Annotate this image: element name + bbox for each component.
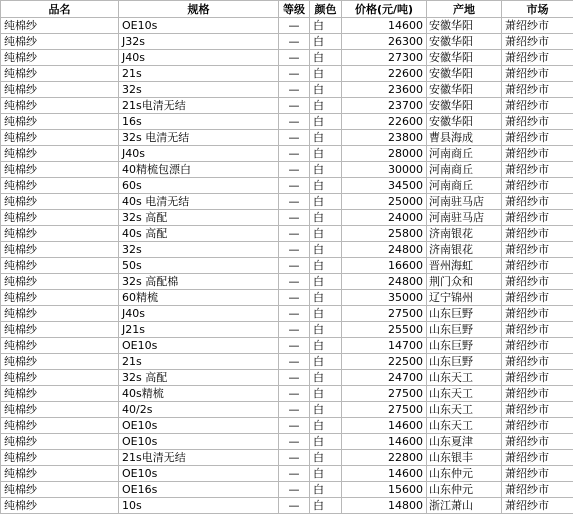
cell-market: 萧绍纱市 (502, 338, 573, 354)
cell-market: 萧绍纱市 (502, 82, 573, 98)
cell-name: 纯棉纱 (1, 274, 119, 290)
cell-market: 萧绍纱市 (502, 434, 573, 450)
cell-color: 白 (310, 274, 342, 290)
cell-origin: 安徽华阳 (427, 82, 502, 98)
cell-market: 萧绍纱市 (502, 274, 573, 290)
cell-color: 白 (310, 178, 342, 194)
cell-color: 白 (310, 194, 342, 210)
cell-price: 34500 (342, 178, 427, 194)
cell-market: 萧绍纱市 (502, 466, 573, 482)
cell-origin: 辽宁锦州 (427, 290, 502, 306)
cell-name: 纯棉纱 (1, 482, 119, 498)
cell-price: 14600 (342, 434, 427, 450)
cell-name: 纯棉纱 (1, 130, 119, 146)
cell-color: 白 (310, 498, 342, 514)
cell-origin: 山东巨野 (427, 354, 502, 370)
table-row (1, 98, 573, 114)
cell-market: 萧绍纱市 (502, 114, 573, 130)
cell-price: 14700 (342, 338, 427, 354)
cell-market: 萧绍纱市 (502, 306, 573, 322)
cell-color: 白 (310, 466, 342, 482)
cell-market: 萧绍纱市 (502, 98, 573, 114)
cell-origin: 山东天工 (427, 418, 502, 434)
cell-price: 14600 (342, 466, 427, 482)
cell-price: 25500 (342, 322, 427, 338)
cell-color: 白 (310, 402, 342, 418)
cell-spec: 50s (119, 258, 279, 274)
cell-color: 白 (310, 290, 342, 306)
cell-price: 14800 (342, 498, 427, 514)
cell-grade: — (279, 450, 310, 466)
table-row (1, 498, 573, 514)
cell-name: 纯棉纱 (1, 338, 119, 354)
cell-grade: — (279, 98, 310, 114)
cell-spec: J40s (119, 146, 279, 162)
table-row (1, 370, 573, 386)
cell-grade: — (279, 498, 310, 514)
cell-spec: 40s 电清无结 (119, 194, 279, 210)
cell-grade: — (279, 338, 310, 354)
table-header (1, 1, 573, 18)
cell-spec: 32s (119, 242, 279, 258)
cell-price: 24800 (342, 274, 427, 290)
cell-grade: — (279, 370, 310, 386)
cell-spec: 32s 高配棉 (119, 274, 279, 290)
table-body (1, 18, 573, 514)
cell-market: 萧绍纱市 (502, 34, 573, 50)
cell-price: 28000 (342, 146, 427, 162)
cell-origin: 河南商丘 (427, 178, 502, 194)
cell-spec: J40s (119, 50, 279, 66)
cell-origin: 山东天工 (427, 402, 502, 418)
cell-color: 白 (310, 50, 342, 66)
table-row (1, 114, 573, 130)
cell-origin: 山东巨野 (427, 306, 502, 322)
cell-price: 22800 (342, 450, 427, 466)
cell-origin: 山东天工 (427, 370, 502, 386)
cell-origin: 安徽华阳 (427, 114, 502, 130)
cell-grade: — (279, 418, 310, 434)
cell-market: 萧绍纱市 (502, 450, 573, 466)
header-price: 价格(元/吨) (342, 1, 427, 18)
cell-spec: 60精梳 (119, 290, 279, 306)
cell-spec: 60s (119, 178, 279, 194)
table-row (1, 338, 573, 354)
cell-grade: — (279, 482, 310, 498)
cell-color: 白 (310, 322, 342, 338)
cell-market: 萧绍纱市 (502, 194, 573, 210)
cell-market: 萧绍纱市 (502, 66, 573, 82)
table-row (1, 178, 573, 194)
cell-spec: 21s电清无结 (119, 98, 279, 114)
cell-color: 白 (310, 370, 342, 386)
cell-color: 白 (310, 450, 342, 466)
cell-spec: 40精梳包漂白 (119, 162, 279, 178)
cell-price: 24700 (342, 370, 427, 386)
cell-color: 白 (310, 98, 342, 114)
cell-name: 纯棉纱 (1, 194, 119, 210)
table-row (1, 226, 573, 242)
cell-price: 23700 (342, 98, 427, 114)
cell-spec: OE10s (119, 418, 279, 434)
table-row (1, 274, 573, 290)
cell-price: 30000 (342, 162, 427, 178)
cell-origin: 河南驻马店 (427, 210, 502, 226)
cell-name: 纯棉纱 (1, 306, 119, 322)
cell-name: 纯棉纱 (1, 370, 119, 386)
cell-color: 白 (310, 258, 342, 274)
cell-name: 纯棉纱 (1, 386, 119, 402)
cell-color: 白 (310, 146, 342, 162)
cell-origin: 曹县海成 (427, 130, 502, 146)
cell-color: 白 (310, 354, 342, 370)
cell-grade: — (279, 274, 310, 290)
cell-name: 纯棉纱 (1, 82, 119, 98)
cell-color: 白 (310, 418, 342, 434)
cell-market: 萧绍纱市 (502, 290, 573, 306)
cell-color: 白 (310, 66, 342, 82)
cell-price: 27500 (342, 386, 427, 402)
cell-origin: 山东巨野 (427, 322, 502, 338)
header-name: 品名 (1, 1, 119, 18)
cell-name: 纯棉纱 (1, 50, 119, 66)
cell-market: 萧绍纱市 (502, 418, 573, 434)
cell-market: 萧绍纱市 (502, 322, 573, 338)
table-row (1, 466, 573, 482)
cell-color: 白 (310, 18, 342, 34)
cell-spec: 21s电清无结 (119, 450, 279, 466)
cell-name: 纯棉纱 (1, 114, 119, 130)
cell-market: 萧绍纱市 (502, 130, 573, 146)
cell-origin: 安徽华阳 (427, 98, 502, 114)
cell-name: 纯棉纱 (1, 178, 119, 194)
cell-origin: 安徽华阳 (427, 66, 502, 82)
cell-origin: 浙江萧山 (427, 498, 502, 514)
cell-price: 16600 (342, 258, 427, 274)
cell-market: 萧绍纱市 (502, 242, 573, 258)
cell-spec: 32s 电清无结 (119, 130, 279, 146)
header-color: 颜色 (310, 1, 342, 18)
table-row (1, 146, 573, 162)
cell-grade: — (279, 66, 310, 82)
cell-color: 白 (310, 34, 342, 50)
cell-grade: — (279, 82, 310, 98)
cell-grade: — (279, 114, 310, 130)
cell-spec: J32s (119, 34, 279, 50)
cell-spec: 40/2s (119, 402, 279, 418)
cell-price: 22600 (342, 114, 427, 130)
table-row (1, 418, 573, 434)
cell-market: 萧绍纱市 (502, 370, 573, 386)
cell-price: 26300 (342, 34, 427, 50)
table-row (1, 82, 573, 98)
cell-grade: — (279, 290, 310, 306)
cell-price: 24000 (342, 210, 427, 226)
cell-origin: 山东仲元 (427, 482, 502, 498)
cell-origin: 晋州海虹 (427, 258, 502, 274)
cell-price: 14600 (342, 18, 427, 34)
cell-name: 纯棉纱 (1, 466, 119, 482)
cell-grade: — (279, 242, 310, 258)
cell-origin: 安徽华阳 (427, 50, 502, 66)
cell-market: 萧绍纱市 (502, 402, 573, 418)
cell-price: 27300 (342, 50, 427, 66)
header-origin: 产地 (427, 1, 502, 18)
cell-color: 白 (310, 306, 342, 322)
table-row (1, 194, 573, 210)
cell-origin: 荆门众和 (427, 274, 502, 290)
cell-grade: — (279, 178, 310, 194)
cell-grade: — (279, 146, 310, 162)
cell-spec: OE10s (119, 18, 279, 34)
table-row (1, 66, 573, 82)
table-row (1, 450, 573, 466)
cell-name: 纯棉纱 (1, 146, 119, 162)
cell-grade: — (279, 162, 310, 178)
cell-spec: 40s精梳 (119, 386, 279, 402)
table-row (1, 258, 573, 274)
cell-origin: 河南商丘 (427, 146, 502, 162)
header-grade: 等级 (279, 1, 310, 18)
cell-origin: 安徽华阳 (427, 18, 502, 34)
cell-origin: 山东天工 (427, 386, 502, 402)
cell-spec: OE10s (119, 434, 279, 450)
cell-grade: — (279, 194, 310, 210)
table-row (1, 290, 573, 306)
cell-market: 萧绍纱市 (502, 386, 573, 402)
cell-grade: — (279, 354, 310, 370)
cell-spec: J40s (119, 306, 279, 322)
cell-spec: 40s 高配 (119, 226, 279, 242)
cell-price: 27500 (342, 402, 427, 418)
table-row (1, 162, 573, 178)
cell-market: 萧绍纱市 (502, 210, 573, 226)
table-row (1, 386, 573, 402)
cell-origin: 山东仲元 (427, 466, 502, 482)
cell-color: 白 (310, 242, 342, 258)
cell-spec: J21s (119, 322, 279, 338)
cell-spec: 21s (119, 354, 279, 370)
cell-price: 15600 (342, 482, 427, 498)
cell-color: 白 (310, 210, 342, 226)
cell-grade: — (279, 386, 310, 402)
cell-name: 纯棉纱 (1, 290, 119, 306)
cell-name: 纯棉纱 (1, 402, 119, 418)
cell-grade: — (279, 226, 310, 242)
cell-origin: 济南银花 (427, 226, 502, 242)
cell-name: 纯棉纱 (1, 162, 119, 178)
cell-price: 35000 (342, 290, 427, 306)
cell-color: 白 (310, 386, 342, 402)
cell-grade: — (279, 434, 310, 450)
header-market: 市场 (502, 1, 573, 18)
cell-price: 14600 (342, 418, 427, 434)
cell-spec: OE10s (119, 466, 279, 482)
cell-name: 纯棉纱 (1, 258, 119, 274)
cell-price: 22600 (342, 66, 427, 82)
cell-spec: 32s 高配 (119, 370, 279, 386)
cell-name: 纯棉纱 (1, 322, 119, 338)
cell-name: 纯棉纱 (1, 418, 119, 434)
cell-origin: 济南银花 (427, 242, 502, 258)
cell-name: 纯棉纱 (1, 450, 119, 466)
cell-market: 萧绍纱市 (502, 482, 573, 498)
cell-market: 萧绍纱市 (502, 18, 573, 34)
cell-grade: — (279, 130, 310, 146)
cell-color: 白 (310, 338, 342, 354)
cell-price: 23800 (342, 130, 427, 146)
cell-name: 纯棉纱 (1, 34, 119, 50)
cell-spec: 10s (119, 498, 279, 514)
cell-name: 纯棉纱 (1, 18, 119, 34)
cell-market: 萧绍纱市 (502, 226, 573, 242)
cell-grade: — (279, 322, 310, 338)
table-row (1, 306, 573, 322)
cell-origin: 安徽华阳 (427, 34, 502, 50)
cell-name: 纯棉纱 (1, 98, 119, 114)
cell-price: 25800 (342, 226, 427, 242)
table-row (1, 354, 573, 370)
cell-origin: 山东巨野 (427, 338, 502, 354)
table-row (1, 18, 573, 34)
cell-grade: — (279, 50, 310, 66)
cell-origin: 山东银丰 (427, 450, 502, 466)
table-row (1, 50, 573, 66)
cell-grade: — (279, 34, 310, 50)
cell-color: 白 (310, 162, 342, 178)
cell-grade: — (279, 18, 310, 34)
cell-color: 白 (310, 114, 342, 130)
cell-spec: OE10s (119, 338, 279, 354)
cell-spec: 16s (119, 114, 279, 130)
cell-price: 22500 (342, 354, 427, 370)
cell-name: 纯棉纱 (1, 210, 119, 226)
cell-market: 萧绍纱市 (502, 146, 573, 162)
table-row (1, 242, 573, 258)
cell-price: 24800 (342, 242, 427, 258)
cell-market: 萧绍纱市 (502, 498, 573, 514)
cell-name: 纯棉纱 (1, 498, 119, 514)
cell-price: 27500 (342, 306, 427, 322)
header-spec: 规格 (119, 1, 279, 18)
cell-market: 萧绍纱市 (502, 354, 573, 370)
cell-market: 萧绍纱市 (502, 50, 573, 66)
cell-price: 23600 (342, 82, 427, 98)
table-row (1, 322, 573, 338)
cell-color: 白 (310, 130, 342, 146)
cell-grade: — (279, 306, 310, 322)
cell-origin: 河南驻马店 (427, 194, 502, 210)
cell-color: 白 (310, 226, 342, 242)
header-row (1, 1, 573, 18)
table-row (1, 34, 573, 50)
cell-name: 纯棉纱 (1, 66, 119, 82)
cell-market: 萧绍纱市 (502, 162, 573, 178)
cell-grade: — (279, 466, 310, 482)
table-row (1, 130, 573, 146)
cell-spec: 32s 高配 (119, 210, 279, 226)
cell-spec: 32s (119, 82, 279, 98)
cell-name: 纯棉纱 (1, 354, 119, 370)
cell-origin: 山东夏津 (427, 434, 502, 450)
cell-market: 萧绍纱市 (502, 258, 573, 274)
cell-grade: — (279, 210, 310, 226)
table-row (1, 482, 573, 498)
table-row (1, 434, 573, 450)
cell-color: 白 (310, 434, 342, 450)
cell-price: 25000 (342, 194, 427, 210)
cell-name: 纯棉纱 (1, 242, 119, 258)
cell-color: 白 (310, 82, 342, 98)
cell-market: 萧绍纱市 (502, 178, 573, 194)
cell-spec: OE16s (119, 482, 279, 498)
cell-name: 纯棉纱 (1, 434, 119, 450)
cell-name: 纯棉纱 (1, 226, 119, 242)
cell-spec: 21s (119, 66, 279, 82)
table-row (1, 210, 573, 226)
cell-grade: — (279, 402, 310, 418)
cell-color: 白 (310, 482, 342, 498)
cell-origin: 河南商丘 (427, 162, 502, 178)
table-row (1, 402, 573, 418)
cell-grade: — (279, 258, 310, 274)
